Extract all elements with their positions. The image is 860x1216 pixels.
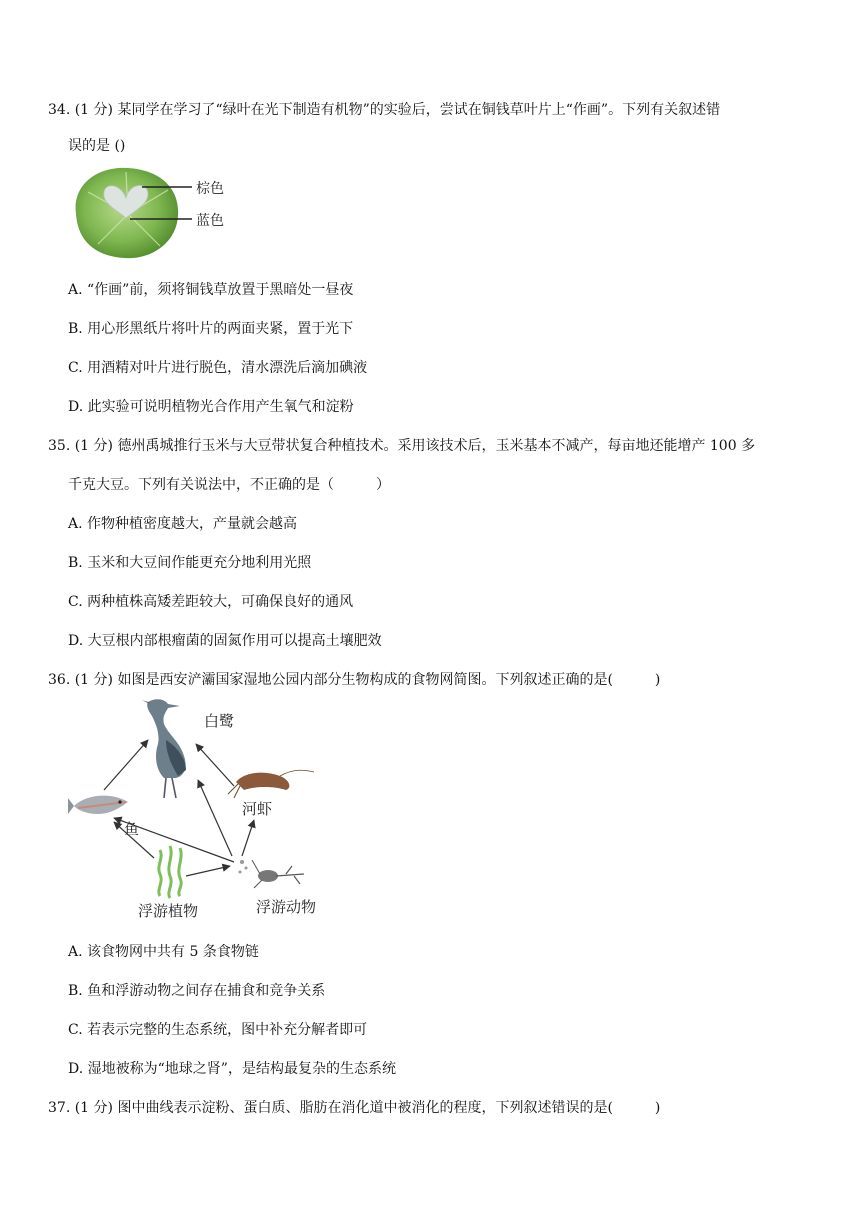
fish-icon [68, 796, 128, 814]
question-36-option-b[interactable]: B. 鱼和浮游动物之间存在捕食和竞争关系 [68, 983, 326, 999]
zooplankton-icon [239, 860, 305, 888]
question-36-option-a[interactable]: A. 该食物网中共有 5 条食物链 [68, 944, 259, 960]
question-35-option-b[interactable]: B. 玉米和大豆间作能更充分地利用光照 [68, 555, 312, 571]
phytoplankton-icon [159, 846, 181, 898]
question-35-option-a[interactable]: A. 作物种植密度越大，产量就会越高 [68, 516, 298, 532]
heron-icon [142, 699, 186, 798]
question-34-option-d[interactable]: D. 此实验可说明植物光合作用产生氧气和淀粉 [68, 399, 354, 415]
label-zooplankton: 浮游动物 [256, 898, 317, 916]
leaf-figure [68, 162, 238, 262]
question-34-option-c[interactable]: C. 用酒精对叶片进行脱色，清水漂洗后滴加碘液 [68, 360, 368, 376]
label-phytoplankton: 浮游植物 [138, 902, 199, 920]
label-brown: 棕色 [196, 181, 224, 197]
question-34-stem: 34. (1 分) 某同学在学习了“绿叶在光下制造有机物”的实验后，尝试在铜钱草叶片上“作画”。下列有关叙述错 [48, 102, 721, 118]
question-34-option-a[interactable]: A. “作画”前，须将铜钱草放置于黑暗处一昼夜 [68, 282, 354, 298]
label-blue: 蓝色 [196, 213, 224, 229]
shrimp-icon [228, 770, 314, 798]
question-35-stem-continued: 千克大豆。下列有关说法中，不正确的是（ ） [68, 477, 390, 493]
question-35-option-d[interactable]: D. 大豆根内部根瘤菌的固氮作用可以提高土壤肥效 [68, 633, 382, 649]
label-heron: 白鹭 [204, 712, 235, 730]
question-36-stem: 36. (1 分) 如图是西安浐灞国家湿地公园内部分生物构成的食物网简图。下列叙述正确的是( ) [48, 672, 661, 688]
question-35-stem: 35. (1 分) 德州禹城推行玉米与大豆带状复合种植技术。采用该技术后，玉米基本不减产，每亩地还能增产 100 多 [48, 438, 756, 454]
label-fish: 鱼 [124, 820, 140, 838]
question-34-option-b[interactable]: B. 用心形黑纸片将叶片的两面夹紧，置于光下 [68, 321, 354, 337]
question-35-option-c[interactable]: C. 两种植株高矮差距较大，可确保良好的通风 [68, 594, 354, 610]
question-37-stem: 37. (1 分) 图中曲线表示淀粉、蛋白质、脂肪在消化道中被消化的程度，下列叙述错误的是( ) [48, 1100, 661, 1116]
question-36-option-d[interactable]: D. 湿地被称为“地球之肾”，是结构最复杂的生态系统 [68, 1061, 396, 1077]
label-shrimp: 河虾 [242, 800, 273, 818]
question-34-stem-continued: 误的是 () [68, 138, 126, 154]
food-web-figure [68, 690, 328, 925]
question-36-option-c[interactable]: C. 若表示完整的生态系统，图中补充分解者即可 [68, 1022, 368, 1038]
